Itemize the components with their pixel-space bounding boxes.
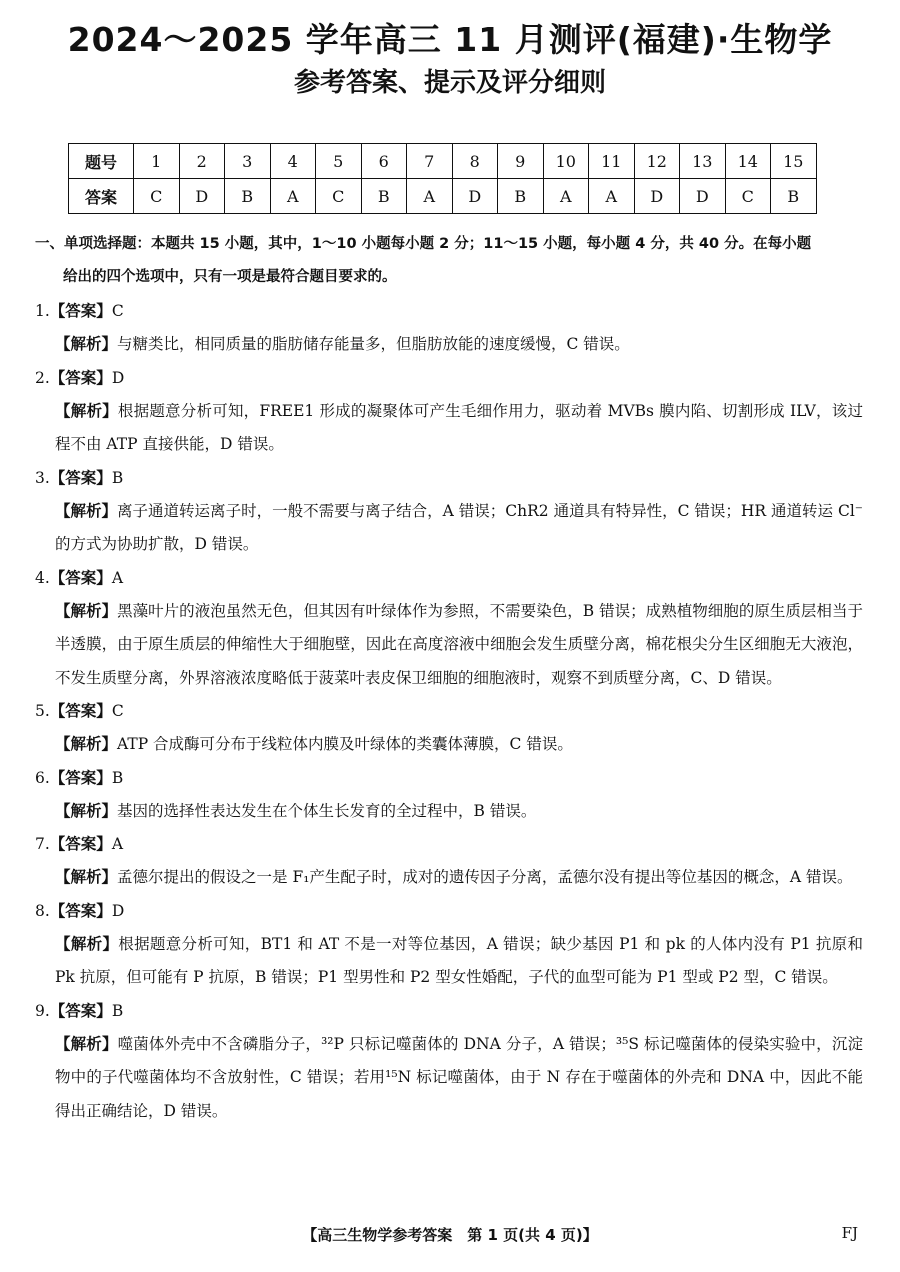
explanation — [35, 595, 863, 696]
question-number-cell: 12 — [634, 144, 680, 179]
answer-value: D — [111, 368, 125, 387]
question-number-cell: 8 — [452, 144, 498, 179]
answer-value: D — [111, 901, 125, 920]
question-number-cell: 7 — [407, 144, 453, 179]
answer-cell: B — [225, 179, 271, 214]
question-number: 5. — [35, 702, 50, 720]
explanation — [35, 395, 863, 462]
answer-cell: B — [771, 179, 817, 214]
explanation-tag: 【解析】 — [55, 1034, 118, 1053]
answer-cell: A — [589, 179, 635, 214]
answer-tag: 【答案】 — [49, 835, 112, 853]
answer-value: A — [111, 568, 124, 587]
answer-value: A — [111, 835, 124, 853]
question-number: 8. — [35, 901, 50, 920]
answer-value: B — [111, 1001, 124, 1020]
explanation-tag: 【解析】 — [55, 801, 118, 820]
answer-tag: 【答案】 — [49, 702, 112, 720]
question-number-cell: 2 — [179, 144, 225, 179]
explanation — [35, 495, 863, 562]
page-footer: 【高三生物学参考答案 第 1 页(共 4 页)】 — [302, 1226, 598, 1244]
explanation-tag: 【解析】 — [55, 934, 119, 953]
answer-cell: C — [725, 179, 771, 214]
answer-line — [35, 462, 863, 495]
explanation-text: 根据题意分析可知，BT1 和 AT 不是一对等位基因，A 错误；缺少基因 P1 和 pk 的人体内没有 P1 抗原和 Pk 抗原，但可能有 P 抗原，B 错误；P1 型男性和 P2 型女性婚配，子代的血型可能为 P1 型或 P2 型，C 错误。 — [55, 934, 863, 986]
question-item — [35, 895, 863, 995]
answer-cell: D — [179, 179, 225, 214]
question-number: 6. — [35, 768, 50, 787]
question-item — [35, 995, 863, 1129]
answer-value: C — [111, 302, 124, 320]
answer-value: C — [111, 702, 124, 720]
answer-tag: 【答案】 — [49, 1001, 112, 1020]
answer-line — [35, 762, 863, 795]
question-number-cell: 5 — [316, 144, 362, 179]
answer-row — [69, 179, 817, 214]
answer-tag: 【答案】 — [49, 302, 112, 320]
explanation — [35, 928, 863, 995]
answer-list — [35, 295, 863, 1128]
answer-value: B — [111, 468, 124, 487]
question-number-cell: 4 — [270, 144, 316, 179]
question-number-cell: 1 — [134, 144, 180, 179]
question-item — [35, 562, 863, 696]
answer-cell: D — [680, 179, 726, 214]
explanation-tag: 【解析】 — [55, 401, 118, 420]
answer-cell: A — [543, 179, 589, 214]
answer-line — [35, 295, 863, 328]
question-number-cell: 11 — [589, 144, 635, 179]
section-line-1: 一、单项选择题：本题共 15 小题，其中，1～10 小题每小题 2 分；11～15 小题，每小题 4 分，共 40 分。在每小题 — [35, 236, 812, 252]
explanation — [35, 861, 863, 895]
answer-tag: 【答案】 — [49, 901, 112, 920]
question-number-cell: 13 — [680, 144, 726, 179]
page-title: 2024～2025 学年高三 11 月测评(福建)·生物学 — [67, 20, 833, 59]
question-number: 1. — [35, 302, 50, 320]
answer-cell: A — [270, 179, 316, 214]
explanation-text: 根据题意分析可知，FREE1 形成的凝聚体可产生毛细作用力，驱动着 MVBs 膜内陷、切割形成 ILV，该过程不由 ATP 直接供能，D 错误。 — [55, 401, 863, 453]
answer-table — [68, 143, 817, 214]
question-number-cell: 10 — [543, 144, 589, 179]
question-item — [35, 462, 863, 562]
row-label-number: 题号 — [69, 144, 134, 179]
question-number: 3. — [35, 468, 50, 487]
section-heading — [35, 228, 855, 294]
answer-cell: D — [634, 179, 680, 214]
explanation — [35, 795, 863, 829]
answer-line — [35, 362, 863, 395]
question-item — [35, 762, 863, 829]
explanation — [35, 328, 863, 362]
answer-tag: 【答案】 — [49, 368, 112, 387]
answer-line — [35, 695, 863, 728]
answer-line — [35, 995, 863, 1028]
answer-cell: C — [134, 179, 180, 214]
question-number: 2. — [35, 368, 50, 387]
explanation-tag: 【解析】 — [55, 868, 118, 886]
explanation-text: 孟德尔提出的假设之一是 F₁产生配子时，成对的遗传因子分离，孟德尔没有提出等位基因的概念，A 错误。 — [117, 868, 853, 886]
answer-cell: C — [316, 179, 362, 214]
question-number: 4. — [35, 568, 50, 587]
explanation — [35, 728, 863, 762]
explanation-tag: 【解析】 — [55, 335, 118, 353]
answer-tag: 【答案】 — [49, 768, 112, 787]
question-number-cell: 14 — [725, 144, 771, 179]
question-number-cell: 3 — [225, 144, 271, 179]
question-item — [35, 295, 863, 362]
question-number-cell: 6 — [361, 144, 407, 179]
question-number-cell: 9 — [498, 144, 544, 179]
answer-line — [35, 562, 863, 595]
explanation — [35, 1028, 863, 1129]
answer-cell: B — [361, 179, 407, 214]
question-item — [35, 828, 863, 895]
question-number-cell: 15 — [771, 144, 817, 179]
row-label-answer: 答案 — [69, 179, 134, 214]
answer-tag: 【答案】 — [49, 568, 112, 587]
question-number: 9. — [35, 1001, 50, 1020]
answer-cell: A — [407, 179, 453, 214]
question-item — [35, 362, 863, 462]
explanation-tag: 【解析】 — [55, 601, 118, 620]
answer-tag: 【答案】 — [49, 468, 112, 487]
explanation-text: 与糖类比，相同质量的脂肪储存能量多，但脂肪放能的速度缓慢，C 错误。 — [117, 335, 630, 353]
explanation-tag: 【解析】 — [55, 735, 118, 753]
page-code: FJ — [841, 1224, 858, 1242]
answer-cell: B — [498, 179, 544, 214]
answer-line — [35, 895, 863, 928]
question-number-row — [69, 144, 817, 179]
explanation-text: ATP 合成酶可分布于线粒体内膜及叶绿体的类囊体薄膜，C 错误。 — [117, 735, 573, 753]
question-number: 7. — [35, 835, 50, 853]
page-subtitle: 参考答案、提示及评分细则 — [293, 68, 606, 98]
explanation-text: 基因的选择性表达发生在个体生长发育的全过程中，B 错误。 — [117, 801, 537, 820]
explanation-text: 噬菌体外壳中不含磷脂分子，³²P 只标记噬菌体的 DNA 分子，A 错误；³⁵S 标记噬菌体的侵染实验中，沉淀物中的子代噬菌体均不含放射性，C 错误；若用¹⁵N 标记噬菌体，由于 N 存在于噬菌体的外壳和 DNA 中，因此不能得出正确结论，D 错误。 — [55, 1034, 863, 1120]
answer-cell: D — [452, 179, 498, 214]
question-item — [35, 695, 863, 762]
answer-value: B — [111, 768, 124, 787]
explanation-tag: 【解析】 — [55, 501, 118, 520]
section-line-2: 给出的四个选项中，只有一项是最符合题目要求的。 — [63, 269, 397, 285]
explanation-text: 离子通道转运离子时，一般不需要与离子结合，A 错误；ChR2 通道具有特异性，C 错误；HR 通道转运 Cl⁻ 的方式为协助扩散，D 错误。 — [55, 501, 863, 553]
explanation-text: 黑藻叶片的液泡虽然无色，但其因有叶绿体作为参照，不需要染色，B 错误；成熟植物细胞的原生质层相当于半透膜，由于原生质层的伸缩性大于细胞壁，因此在高度溶液中细胞会发生质壁分离，棉花根尖分生区细胞无大液泡，不发生质壁分离，外界溶液浓度略低于菠菜叶表皮保卫细胞的细胞液时，观察不到质壁分离，C、D 错误。 — [55, 601, 863, 687]
answer-line — [35, 828, 863, 861]
